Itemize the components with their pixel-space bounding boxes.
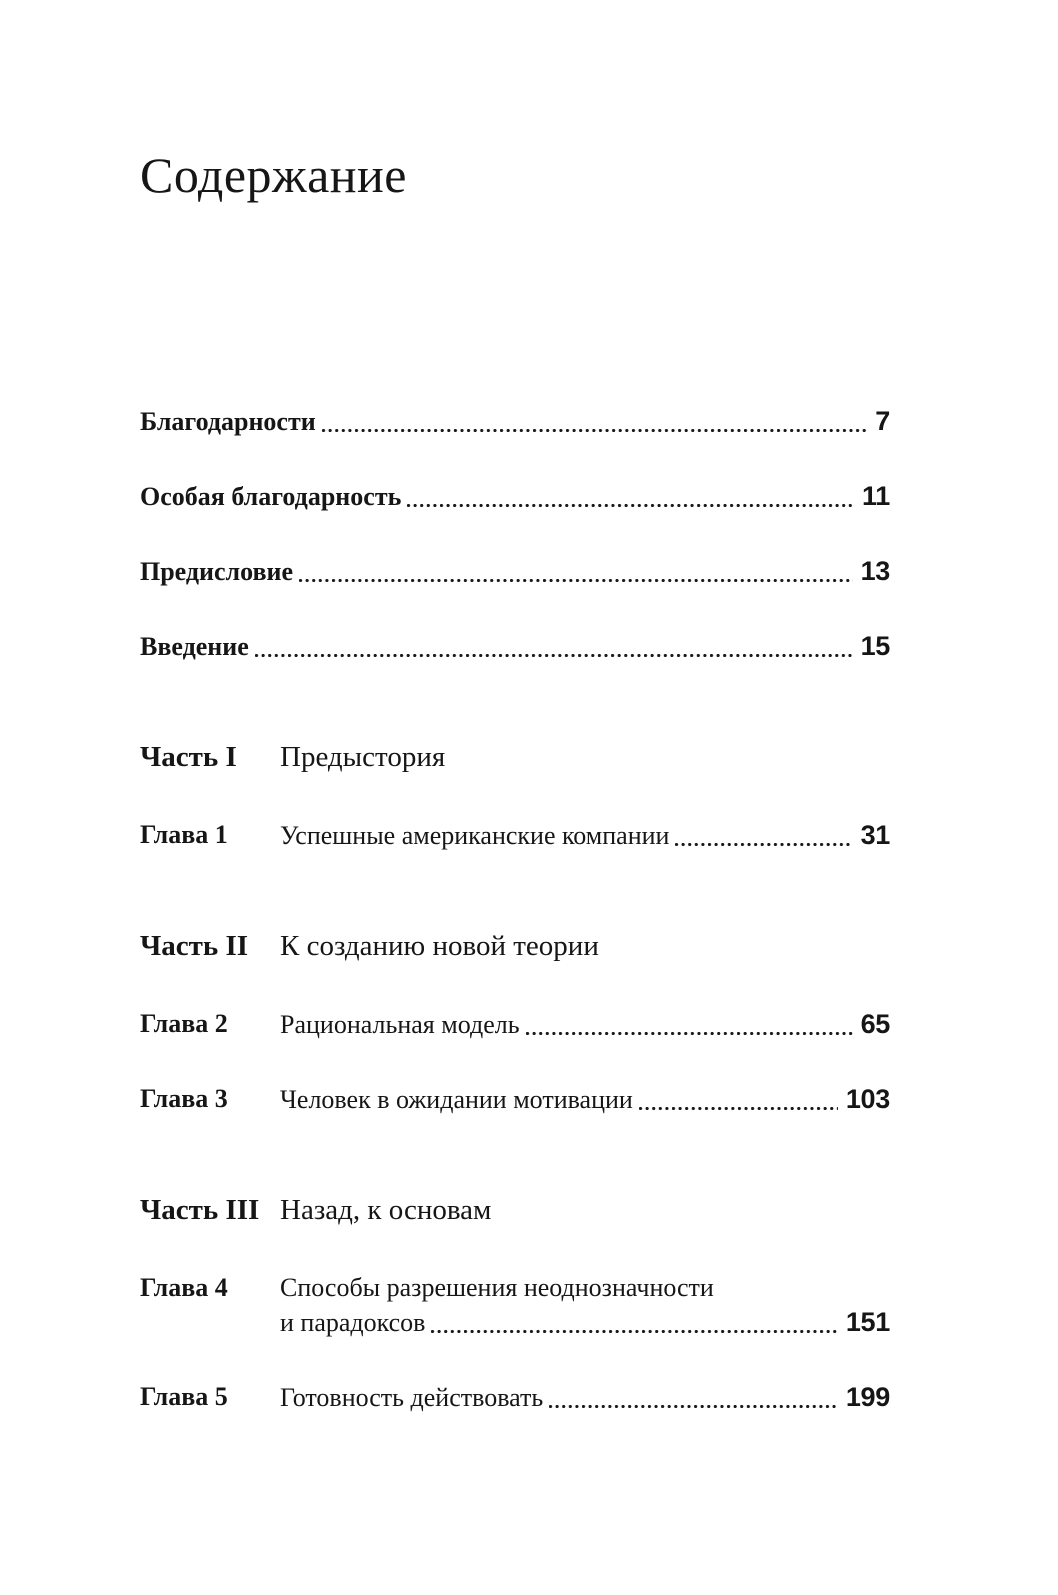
chapter-label: Глава 4 xyxy=(140,1273,228,1302)
part-heading-3 xyxy=(140,1190,890,1230)
chapter-label: Глава 5 xyxy=(140,1382,228,1411)
dot-leader xyxy=(675,843,852,846)
toc-entry-introduction xyxy=(140,629,890,664)
entry-label: Благодарности xyxy=(140,407,316,436)
page-number: 151 xyxy=(845,1307,890,1337)
toc-entry-special-thanks xyxy=(140,479,890,514)
chapter-line-2 xyxy=(280,1305,890,1340)
chapter-line xyxy=(280,1082,890,1117)
chapter-main xyxy=(280,1380,890,1415)
front-matter-section xyxy=(140,404,890,664)
chapter-title: Успешные американские компании xyxy=(280,821,670,850)
page-number: 31 xyxy=(860,820,890,850)
part-heading-1 xyxy=(140,737,890,777)
part-label: Часть III xyxy=(140,1194,260,1226)
chapter-line xyxy=(280,818,890,853)
part-title: Назад, к основам xyxy=(280,1194,492,1226)
chapter-line xyxy=(280,1271,890,1305)
chapter-main xyxy=(280,1082,890,1117)
chapter-main xyxy=(280,1007,890,1042)
part-title: К созданию новой теории xyxy=(280,930,599,962)
entry-label: Особая благодарность xyxy=(140,482,402,511)
dot-leader xyxy=(639,1107,838,1110)
dot-leader xyxy=(526,1032,853,1035)
chapter-line xyxy=(280,1380,890,1415)
dot-leader xyxy=(407,504,854,507)
toc-entry-chapter-5 xyxy=(140,1380,890,1415)
toc-entry-preface xyxy=(140,554,890,589)
chapter-title: Рациональная модель xyxy=(280,1010,520,1039)
toc-entry-acknowledgements xyxy=(140,404,890,439)
page-number: 13 xyxy=(860,556,890,586)
chapter-label: Глава 3 xyxy=(140,1084,228,1113)
chapter-label: Глава 1 xyxy=(140,820,228,849)
page-number: 15 xyxy=(860,631,890,661)
part-label: Часть I xyxy=(140,741,237,773)
entry-label: Предисловие xyxy=(140,557,294,586)
dot-leader xyxy=(431,1330,837,1333)
part-title: Предыстория xyxy=(280,741,446,773)
chapter-title: Человек в ожидании мотивации xyxy=(280,1085,633,1114)
chapter-main xyxy=(280,818,890,853)
chapter-label: Глава 2 xyxy=(140,1009,228,1038)
dot-leader xyxy=(299,579,853,582)
toc-entry-chapter-1 xyxy=(140,818,890,853)
entry-label: Введение xyxy=(140,632,249,661)
toc-entry-chapter-3 xyxy=(140,1082,890,1117)
chapter-title: Способы разрешения неоднозначности xyxy=(280,1273,714,1302)
page-number: 103 xyxy=(845,1084,890,1114)
chapter-main xyxy=(280,1271,890,1340)
page-number: 199 xyxy=(845,1382,890,1412)
chapter-line xyxy=(280,1007,890,1042)
page-number: 7 xyxy=(875,406,890,436)
part-heading-2 xyxy=(140,926,890,966)
dot-leader xyxy=(255,654,853,657)
toc-entry-chapter-2 xyxy=(140,1007,890,1042)
page-number: 65 xyxy=(860,1009,890,1039)
part-label: Часть II xyxy=(140,930,249,962)
page-number: 11 xyxy=(862,481,890,511)
chapter-title: Готовность действовать xyxy=(280,1383,544,1412)
chapter-title-continued: и парадоксов xyxy=(280,1308,426,1337)
dot-leader xyxy=(549,1405,838,1408)
page-title: Содержание xyxy=(140,147,407,203)
dot-leader xyxy=(322,429,868,432)
parts-section xyxy=(140,737,890,1415)
toc-entry-chapter-4 xyxy=(140,1271,890,1340)
